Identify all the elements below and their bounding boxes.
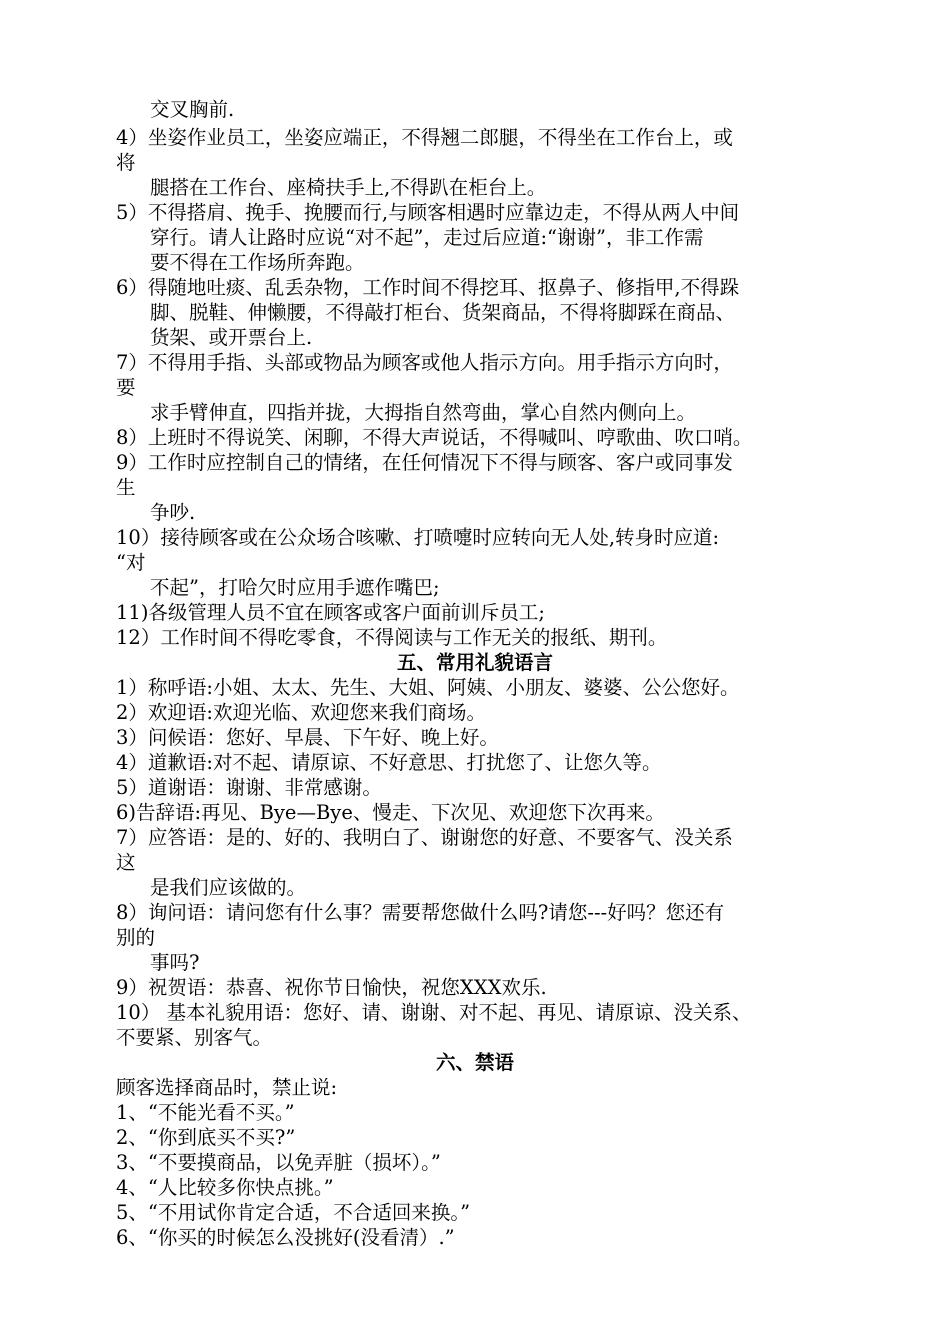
text-line: 腿搭在工作台、座椅扶手上,不得趴在柜台上。 [150, 176, 547, 199]
text-line: 要 [116, 376, 136, 399]
text-line: 2、“你到底买不买?” [116, 1126, 296, 1149]
text-line: 9）祝贺语：恭喜、祝你节日愉快，祝您XXX欢乐. [116, 976, 547, 999]
text-line: 5）道谢语：谢谢、非常感谢。 [116, 776, 382, 799]
text-line: 9）工作时应控制自己的情绪，在任何情况下不得与顾客、客户或同事发 [116, 451, 733, 474]
text-line: 3、“不要摸商品，以免弄脏（损坏）。” [116, 1151, 441, 1174]
text-line: 事吗? [150, 951, 200, 974]
text-line: 要不得在工作场所奔跑。 [150, 251, 365, 274]
text-line: 穿行。请人让路时应说“对不起”，走过后应道:“谢谢”，非工作需 [150, 226, 704, 249]
text-line: “对 [116, 551, 146, 574]
text-line: 8）上班时不得说笑、闲聊，不得大声说话，不得喊叫、哼歌曲、吹口哨。 [116, 426, 753, 449]
text-line: 5、“不用试你肯定合适，不合适回来换。” [116, 1201, 471, 1224]
text-line: 求手臂伸直，四指并拢，大拇指自然弯曲，掌心自然内侧向上。 [150, 401, 697, 424]
text-line: 6）得随地吐痰、乱丢杂物，工作时间不得挖耳、抠鼻子、修指甲,不得跺 [116, 276, 740, 299]
text-line: 7）不得用手指、头部或物品为顾客或他人指示方向。用手指示方向时， [116, 351, 733, 374]
text-line: 不起”，打哈欠时应用手遮作嘴巴; [150, 576, 440, 599]
text-line: 生 [116, 476, 136, 499]
text-line: 12）工作时间不得吃零食，不得阅读与工作无关的报纸、期刊。 [116, 626, 668, 649]
text-line: 5）不得搭肩、挽手、挽腰而行,与顾客相遇时应靠边走，不得从两人中间 [116, 201, 740, 224]
text-line: 这 [116, 851, 136, 874]
text-line: 3）问候语：您好、早晨、下午好、晚上好。 [116, 726, 499, 749]
section-heading: 五、常用礼貌语言 [396, 651, 553, 674]
text-line: 8）询问语：请问您有什么事？需要帮您做什么吗?请您---好吗？您还有 [116, 901, 725, 924]
text-line: 脚、脱鞋、伸懒腰，不得敲打柜台、货架商品，不得将脚踩在商品、 [150, 301, 736, 324]
text-line: 交叉胸前. [150, 98, 235, 121]
text-line: 6)告辞语:再见、Bye—Bye、慢走、下次见、欢迎您下次再来。 [116, 801, 665, 824]
section-heading: 六、禁语 [435, 1051, 514, 1074]
text-line: 是我们应该做的。 [150, 876, 307, 899]
text-line: 1、“不能光看不买。” [116, 1101, 295, 1124]
text-line: 货架、或开票台上. [150, 326, 313, 349]
text-line: 将 [116, 151, 136, 174]
text-line: 不要紧、别客气。 [116, 1026, 273, 1049]
text-line: 4、“人比较多你快点挑。” [116, 1176, 334, 1199]
text-line: 10） 基本礼貌用语：您好、请、谢谢、对不起、再见、请原谅、没关系、 [116, 1001, 752, 1024]
text-line: 10）接待顾客或在公众场合咳嗽、打喷嚏时应转向无人处,转身时应道: [116, 526, 720, 549]
text-line: 顾客选择商品时，禁止说: [116, 1076, 338, 1099]
text-line: 别的 [116, 926, 156, 949]
text-line: 2）欢迎语:欢迎光临、欢迎您来我们商场。 [116, 701, 486, 724]
text-line: 争吵. [150, 501, 196, 524]
text-line: 7）应答语：是的、好的、我明白了、谢谢您的好意、不要客气、没关系 [116, 826, 733, 849]
text-line: 4）道歉语:对不起、请原谅、不好意思、打扰您了、让您久等。 [116, 751, 662, 774]
text-line: 6、“你买的时候怎么没挑好(没看清）.” [116, 1226, 455, 1249]
text-line: 1）称呼语:小姐、太太、先生、大姐、阿姨、小朋友、婆婆、公公您好。 [116, 676, 740, 699]
text-line: 4）坐姿作业员工，坐姿应端正，不得翘二郎腿，不得坐在工作台上，或 [116, 126, 733, 149]
text-line: 11)各级管理人员不宜在顾客或客户面前训斥员工; [116, 601, 545, 624]
